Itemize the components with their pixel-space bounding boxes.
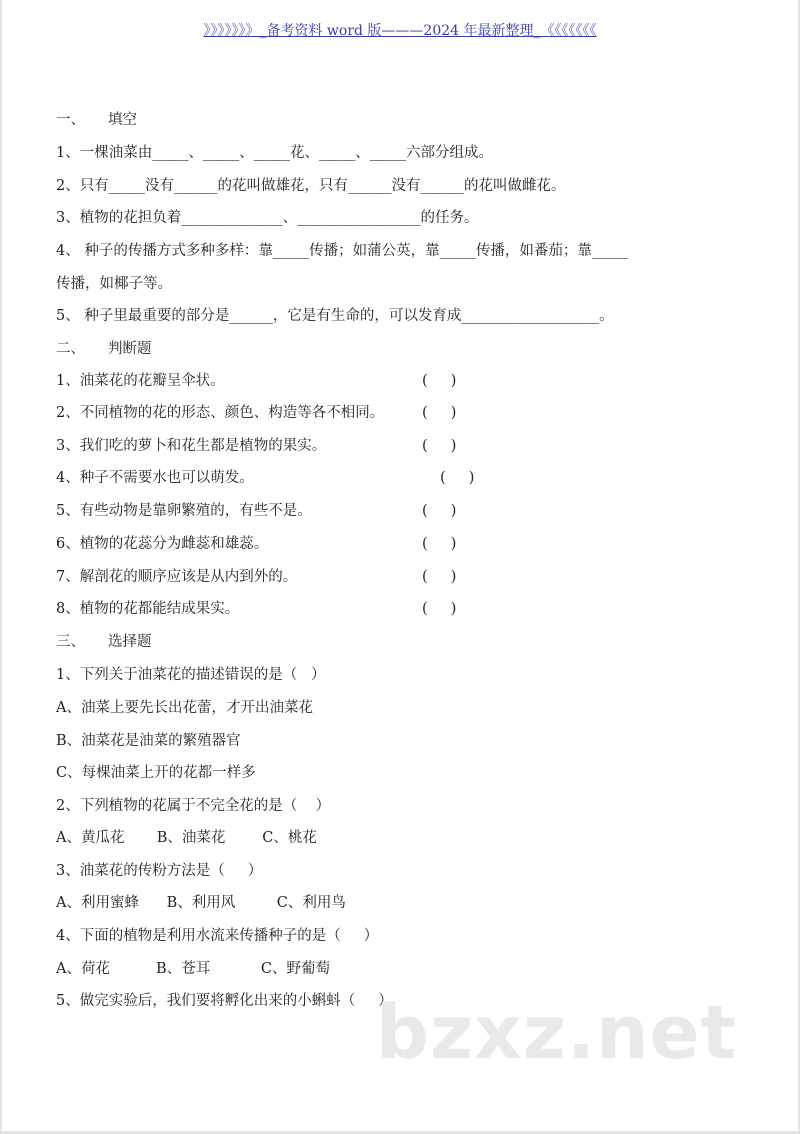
choice-options: A、利用蜜蜂 B、利用风 C、利用鸟 xyxy=(56,895,346,911)
answer-parentheses: ( ) xyxy=(422,405,457,421)
true-false-question: 7、解剖花的顺序应该是从内到外的。 xyxy=(56,569,298,585)
choice-question: 2、下列植物的花属于不完全花的是（ ） xyxy=(56,798,331,814)
true-false-question: 8、植物的花都能结成果实。 xyxy=(56,601,240,617)
header-link[interactable]: 》》》》》》》_备考资料 word 版———2024 年最新整理_《《《《《《《 xyxy=(203,23,597,39)
watermark: bzxz.net xyxy=(376,990,738,1076)
answer-parentheses: ( ) xyxy=(422,438,457,454)
answer-parentheses: ( ) xyxy=(422,536,457,552)
answer-parentheses: ( ) xyxy=(422,601,457,617)
choice-options: A、荷花 B、苍耳 C、野葡萄 xyxy=(56,961,331,977)
choice-option: B、油菜花是油菜的繁殖器官 xyxy=(56,733,241,749)
true-false-question: 1、油菜花的花瓣呈伞状。 xyxy=(56,373,225,389)
answer-parentheses: ( ) xyxy=(422,503,457,519)
section-title-fill-blank: 一、 填空 xyxy=(56,112,138,128)
fill-blank-question-cont: 传播，如椰子等。 xyxy=(56,276,172,292)
answer-parentheses: ( ) xyxy=(440,470,475,486)
true-false-question: 4、种子不需要水也可以萌发。 xyxy=(56,470,254,486)
fill-blank-question: 5、 种子里最重要的部分是______，它是有生命的，可以发育成___________________。 xyxy=(56,308,614,324)
choice-option: A、油菜上要先长出花蕾，才开出油菜花 xyxy=(56,700,313,716)
fill-blank-question: 2、只有_____没有______的花叫做雄花，只有______没有______的花叫做雌花。 xyxy=(56,178,566,194)
true-false-question: 5、有些动物是靠卵繁殖的，有些不是。 xyxy=(56,503,312,519)
choice-question: 3、油菜花的传粉方法是（ ） xyxy=(56,863,263,879)
true-false-question: 2、不同植物的花的形态、颜色、构造等各不相同。 xyxy=(56,405,385,421)
page-border-left xyxy=(0,0,2,1134)
choice-question: 1、下列关于油菜花的描述错误的是（ ） xyxy=(56,667,326,683)
answer-parentheses: ( ) xyxy=(422,373,457,389)
choice-option: C、每棵油菜上开的花都一样多 xyxy=(56,765,256,781)
fill-blank-question: 1、一棵油菜由_____、_____、_____花、_____、_____六部分组成。 xyxy=(56,145,493,161)
true-false-question: 6、植物的花蕊分为雌蕊和雄蕊。 xyxy=(56,536,269,552)
choice-question: 5、做完实验后，我们要将孵化出来的小蝌蚪（ ） xyxy=(56,993,393,1009)
fill-blank-question: 4、 种子的传播方式多种多样：靠_____传播；如蒲公英，靠_____传播，如番茄；靠_____ xyxy=(56,243,629,259)
fill-blank-question: 3、植物的花担负着______________、_________________的任务。 xyxy=(56,210,479,226)
true-false-question: 3、我们吃的萝卜和花生都是植物的果实。 xyxy=(56,438,327,454)
section-title-true-false: 二、 判断题 xyxy=(56,341,152,357)
section-title-multiple-choice: 三、 选择题 xyxy=(56,634,152,650)
choice-options: A、黄瓜花 B、油菜花 C、桃花 xyxy=(56,830,317,846)
choice-question: 4、下面的植物是利用水流来传播种子的是（ ） xyxy=(56,928,379,944)
answer-parentheses: ( ) xyxy=(422,569,457,585)
